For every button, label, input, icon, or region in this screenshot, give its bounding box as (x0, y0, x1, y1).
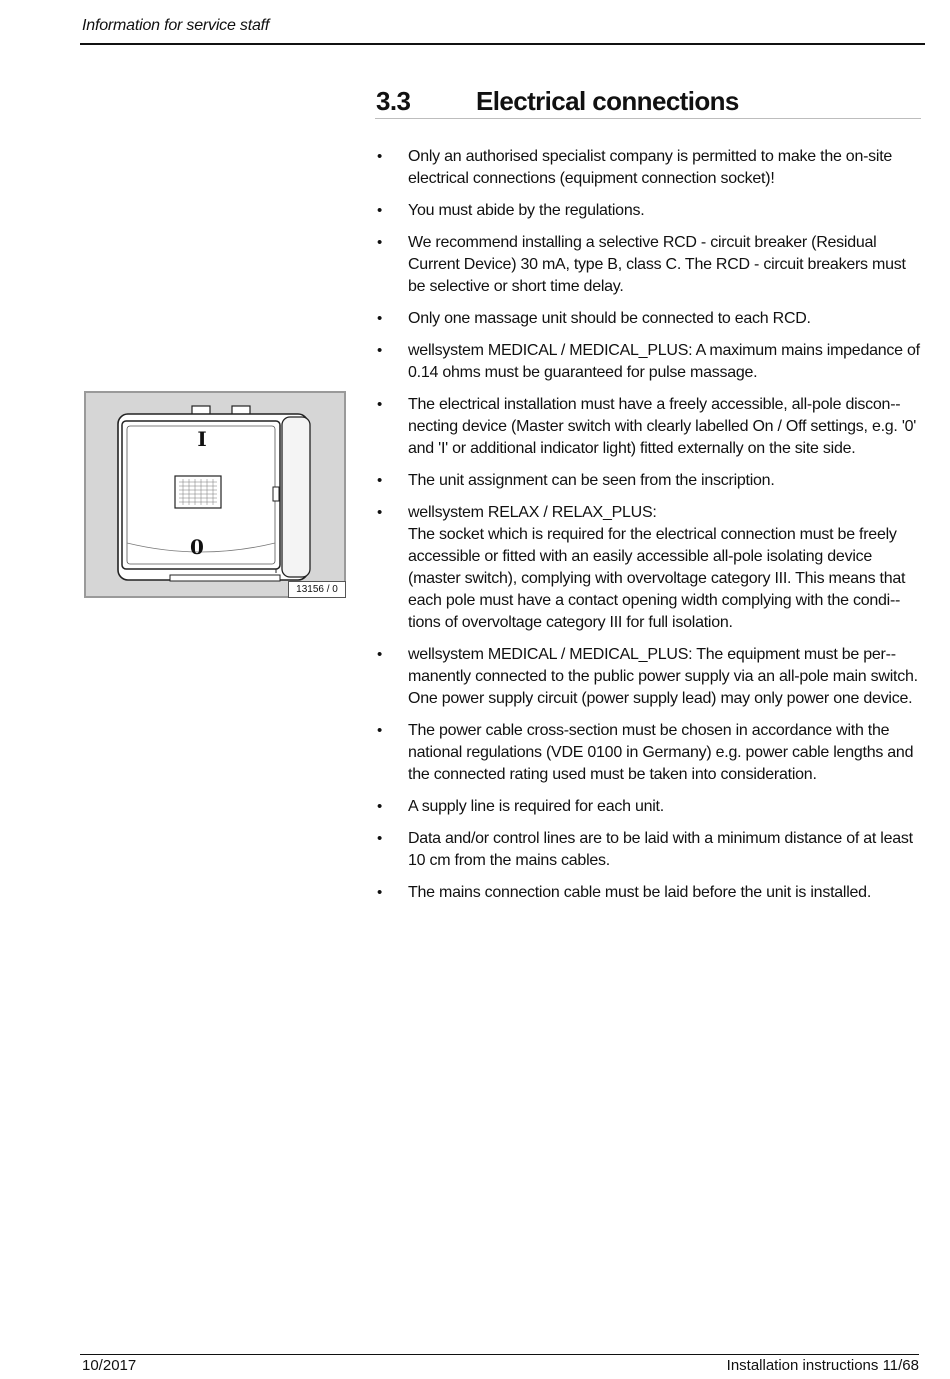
bullet-text: Only an authorised specialist company is permitted to make the on-site electrical connections (equipment connection socket)! (408, 148, 893, 187)
bullet-text: The power cable cross-section must be chosen in accordance with the national regulations (VDE 0100 in Germany) e.g. power cable lengths and the connected rating used must be taken into consideration. (408, 722, 914, 783)
bullet-item (375, 502, 921, 634)
bullet-text: wellsystem MEDICAL / MEDICAL_PLUS: The equipment must be per-manently connected to the public power supply via an all-pole main switch. One power supply circuit (power supply lead) may only power one device. (408, 646, 918, 707)
bullet-dot: • (377, 504, 383, 521)
bullet-text: You must abide by the regulations. (408, 202, 645, 219)
bullet-text: wellsystem MEDICAL / MEDICAL_PLUS: A maximum mains impedance of 0.14 ohms must be guaranteed for pulse massage. (408, 342, 920, 381)
bullet-text: Data and/or control lines are to be laid with a minimum distance of at least 10 cm from the mains cables. (408, 830, 913, 869)
bullet-item (375, 644, 921, 710)
section-title: Electrical connections (476, 86, 739, 116)
bullet-dot: • (377, 202, 383, 219)
footer-date: 10/2017 (82, 1357, 137, 1374)
figure-label: 13156 / 0 (288, 581, 346, 598)
bullet-item (375, 200, 921, 222)
bullet-item (375, 882, 921, 904)
bullet-dot: • (377, 798, 383, 815)
bullet-item (375, 796, 921, 818)
bullet-text: The mains connection cable must be laid before the unit is installed. (408, 884, 872, 901)
on-symbol: I (197, 427, 207, 451)
bullet-item (375, 394, 921, 460)
bullet-dot: • (377, 342, 383, 359)
bullet-item (375, 470, 921, 492)
section-heading (375, 84, 921, 119)
bullet-item (375, 308, 921, 330)
bullet-text: wellsystem RELAX / RELAX_PLUS: The socket which is required for the electrical connection must be freely accessible or fitted with an easily accessible all-pole isolating device (master switch), complying with overvoltage category III. This means that each pole must have a contact opening width complying with the condi-tions of overvoltage category III for full isolation. (408, 504, 906, 631)
bullet-text: The unit assignment can be seen from the inscription. (408, 472, 775, 489)
off-symbol: 0 (190, 535, 204, 559)
bullet-item (375, 340, 921, 384)
master-switch-figure (84, 391, 346, 598)
bullet-dot: • (377, 884, 383, 901)
bullet-item (375, 146, 921, 190)
bullet-dot: • (377, 234, 383, 251)
bullet-item (375, 232, 921, 298)
bullet-dot: • (377, 310, 383, 327)
bullet-item (375, 720, 921, 786)
bullet-dot: • (377, 830, 383, 847)
footer-rule (80, 1354, 919, 1355)
master-switch-illustration (86, 393, 344, 596)
bullet-text: The electrical installation must have a freely accessible, all-pole discon-necting device (Master switch with clearly labelled On / Off settings, e.g. '0' and 'I' or additional indicator light) fitted externally on the site side. (408, 396, 917, 457)
bullet-dot: • (377, 472, 383, 489)
bullet-text: Only one massage unit should be connected to each RCD. (408, 310, 811, 327)
bullet-text: We recommend installing a selective RCD - circuit breaker (Residual Current Device) 30 mA, type B, class C. The RCD - circuit breakers must be selective or short time delay. (408, 234, 906, 295)
bullet-dot: • (377, 646, 383, 663)
section-number: 3.3 (376, 86, 411, 116)
bullet-dot: • (377, 148, 383, 165)
bullet-dot: • (377, 722, 383, 739)
bullet-list (375, 146, 921, 914)
footer-page-info: Installation instructions 11/68 (726, 1357, 919, 1374)
header-rule (80, 43, 925, 45)
running-header: Information for service staff (82, 17, 270, 34)
bullet-item (375, 828, 921, 872)
bullet-dot: • (377, 396, 383, 413)
bullet-text: A supply line is required for each unit. (408, 798, 664, 815)
